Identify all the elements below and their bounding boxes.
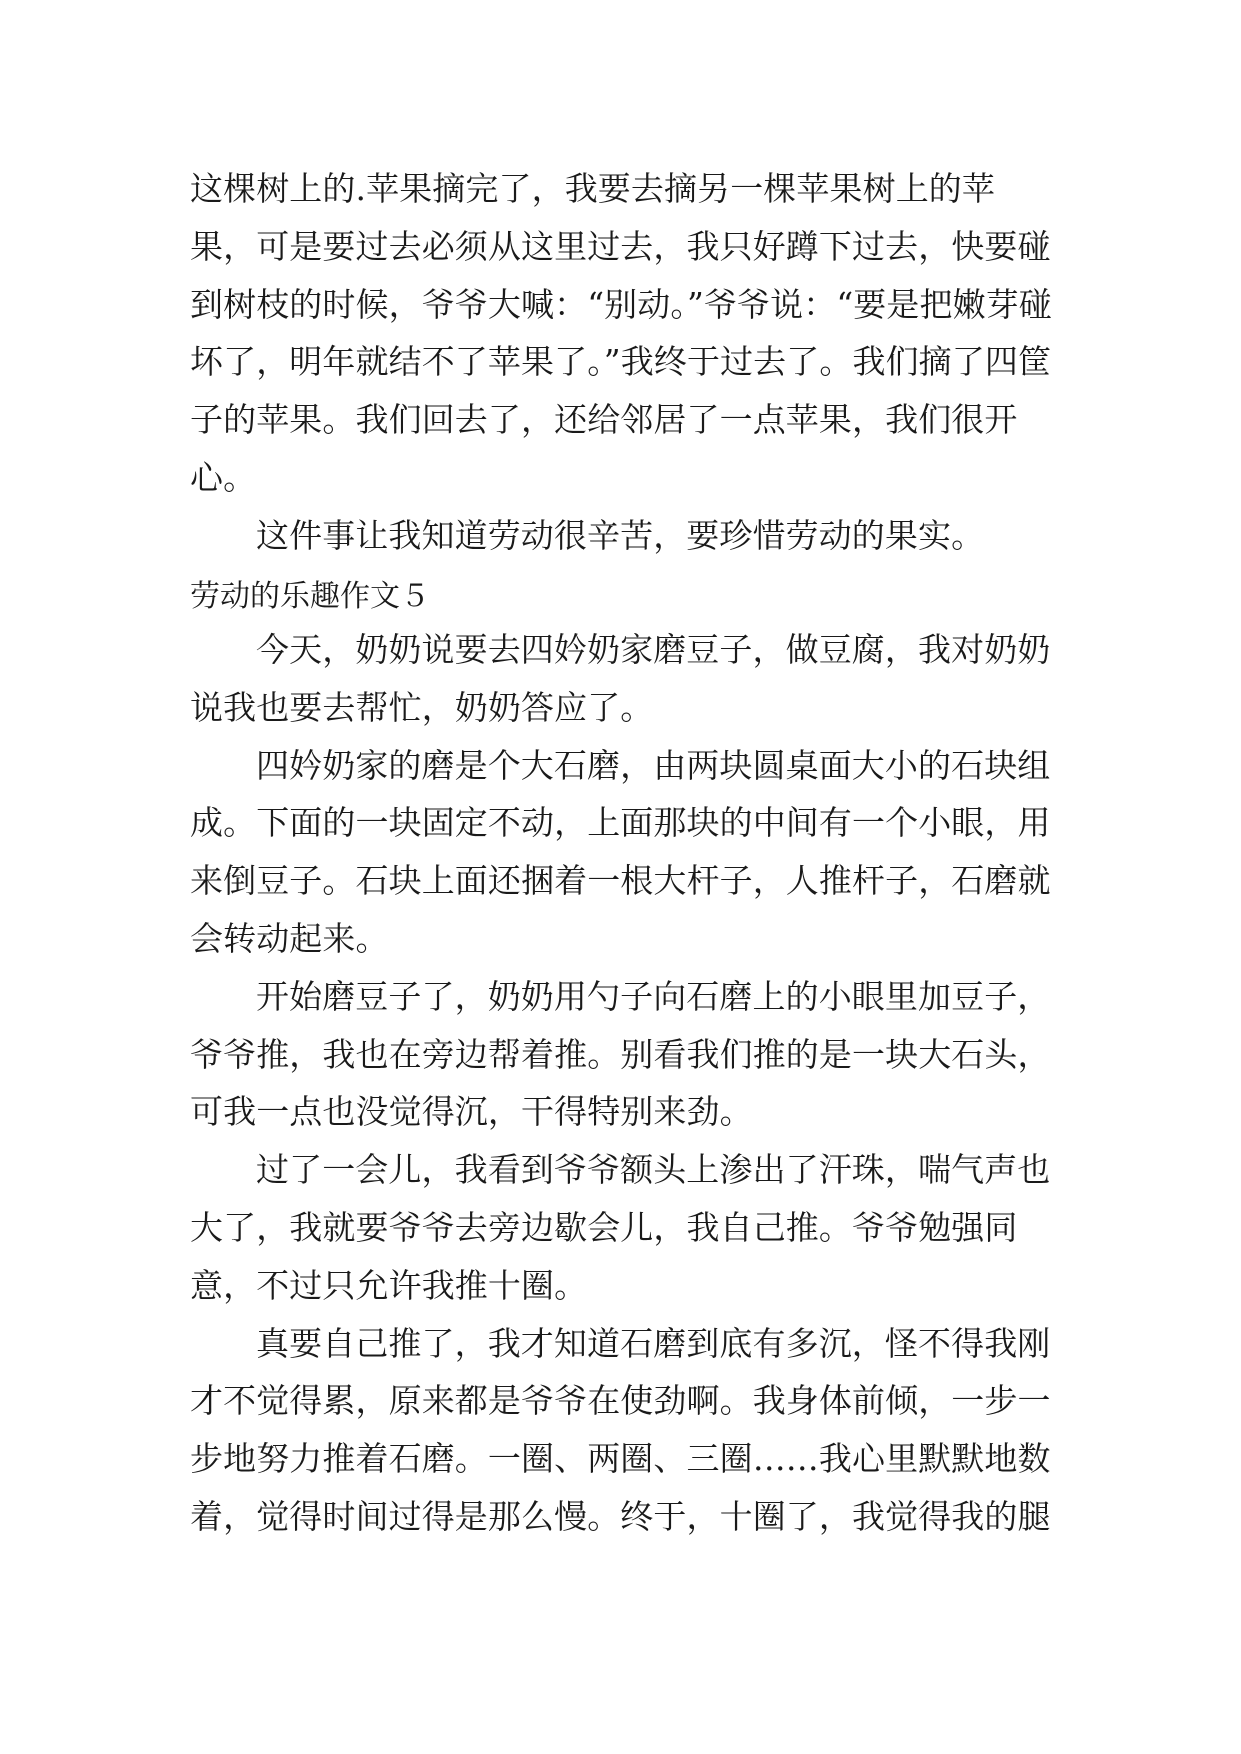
section-2-body [190,621,1052,1546]
paragraph: 这棵树上的.苹果摘完了，我要去摘另一棵苹果树上的苹果，可是要过去必须从这里过去，我只好蹲下过去，快要碰到树枝的时候，爷爷大喊：“别动。”爷爷说：“要是把嫩芽碰坏了，明年就结不了苹果了。”我终于过去了。我们摘了四筐子的苹果。我们回去了，还给邻居了一点苹果，我们很开心。 [190,169,1052,497]
paragraph: 过了一会儿，我看到爷爷额头上渗出了汗珠，喘气声也大了，我就要爷爷去旁边歇会儿，我自己推。爷爷勉强同意，不过只允许我推十圈。 [190,1150,1051,1305]
paragraph: 四妗奶家的磨是个大石磨，由两块圆桌面大小的石块组成。下面的一块固定不动，上面那块的中间有一个小眼，用来倒豆子。石块上面还捆着一根大杆子，人推杆子，石磨就会转动起来。 [190,745,1051,958]
paragraph: 今天，奶奶说要去四妗奶家磨豆子，做豆腐，我对奶奶说我也要去帮忙，奶奶答应了。 [190,630,1051,727]
paragraph: 开始磨豆子了，奶奶用勺子向石磨上的小眼里加豆子，爷爷推，我也在旁边帮着推。别看我们推的是一块大石头，可我一点也没觉得沉，干得特别来劲。 [190,976,1051,1132]
section-heading: 劳动的乐趣作文５ [190,579,430,614]
paragraph: 真要自己推了，我才知道石磨到底有多沉，怪不得我刚才不觉得累，原来都是爷爷在使劲啊。我身体前倾，一步一步地努力推着石磨。一圈、两圈、三圈……我心里默默地数着，觉得时间过得是那么慢。终于，十圈了，我觉得我的腿 [190,1323,1051,1536]
section-1-body [190,160,1052,565]
paragraph: 这件事让我知道劳动很辛苦，要珍惜劳动的果实。 [256,515,985,555]
